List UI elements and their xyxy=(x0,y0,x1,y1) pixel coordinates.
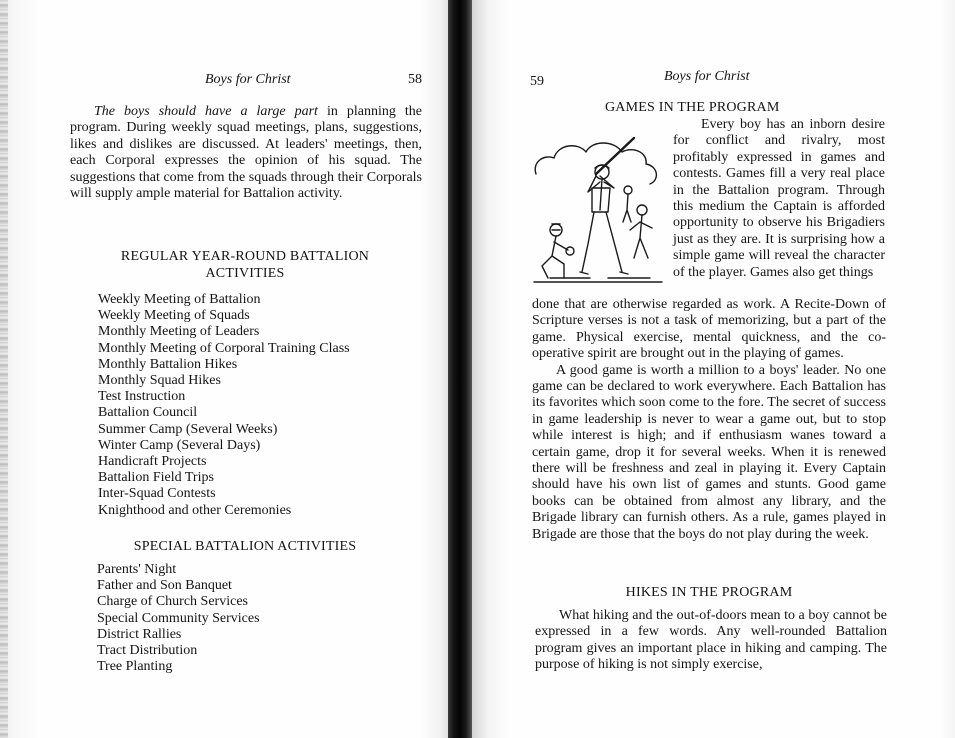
left-page-number: 58 xyxy=(408,72,422,87)
right-page-number: 59 xyxy=(530,74,544,89)
list-item: Tree Planting xyxy=(97,659,173,675)
intro-text: in planning the program. During weekly squad meetings, plans, suggestions, likes and dislikes are discussed. At leaders' meetings, then, each Corporal expresses the opinion of his squad. The suggestions that come from the squads through their Corporals will supply ample material for Battalion activity. xyxy=(70,104,422,202)
hikes-paragraph-text: What hiking and the out-of-doors mean to a boy cannot be expressed in a few words. Any well-rounded Battalion program gives an important place in hiking and camping. The purpose of hiking is not simply exercise, xyxy=(535,608,887,673)
games-paragraph-wrapped xyxy=(673,117,885,281)
list-item: District Rallies xyxy=(97,626,182,642)
list-item: Father and Son Banquet xyxy=(97,578,232,594)
left-intro-paragraph xyxy=(70,104,422,202)
list-item: Test Instruction xyxy=(98,389,186,405)
intro-emphasis: The boys should have a large part xyxy=(94,104,318,119)
list-item: Monthly Squad Hikes xyxy=(98,373,221,389)
regular-activities-list xyxy=(98,292,418,519)
heading-regular-line1: REGULAR YEAR-ROUND BATTALION xyxy=(120,249,370,264)
list-item: Parents' Night xyxy=(97,562,177,577)
list-item: Summer Camp (Several Weeks) xyxy=(98,421,278,437)
heading-games: GAMES IN THE PROGRAM xyxy=(605,100,780,115)
heading-regular-line2: ACTIVITIES xyxy=(205,266,285,281)
list-item: Monthly Meeting of Corporal Training Class xyxy=(98,340,350,356)
list-item: Tract Distribution xyxy=(97,643,198,659)
list-item: Winter Camp (Several Days) xyxy=(98,437,261,453)
list-item: Weekly Meeting of Squads xyxy=(98,308,250,324)
list-item: Inter-Squad Contests xyxy=(98,486,216,502)
hikes-paragraph xyxy=(535,608,887,674)
page-edge-shadow xyxy=(0,0,8,738)
left-running-head: Boys for Christ xyxy=(205,72,291,87)
special-activities-list xyxy=(97,562,417,675)
right-running-head: Boys for Christ xyxy=(664,69,750,84)
games-paragraph-1-wrapped: Every boy has an inborn desire for conflict and rivalry, most profitably expressed in games and contests. Games fill a very real place in the Battalion program. Through this medium the Captain is afforded opportunity to observe his Brigadiers just as they are. It is surprising how a simple game will reveal the character of the player. Games also get things xyxy=(673,117,885,280)
list-item: Battalion Council xyxy=(98,405,198,421)
list-item: Special Community Services xyxy=(97,610,260,626)
list-item: Monthly Battalion Hikes xyxy=(98,356,238,372)
list-item: Battalion Field Trips xyxy=(98,470,214,486)
list-item: Handicraft Projects xyxy=(98,454,207,470)
baseball-player-illustration xyxy=(530,132,666,288)
games-paragraph-continued xyxy=(532,297,886,543)
list-item: Charge of Church Services xyxy=(97,594,248,610)
list-item: Knighthood and other Ceremonies xyxy=(98,502,292,518)
games-paragraph-2: A good game is worth a million to a boys' leader. No one game can be declared to work everywhere. Each Battalion has its favorites which soon come to the fore. The secret of success in game leadership is never to wear a game out, but to stop while interest is high; and if enthusiasm wanes toward a certain game, drop it for several weeks. When it is renewed there will be freshness and zeal in playing it. Every Captain should have his own list of games and stunts. Good game books can be obtained from almost any library, and the Brigade library can furnish others. As a rule, games played in Brigade are those that the boys do not play during the week. xyxy=(532,362,886,542)
games-paragraph-1-full: done that are otherwise regarded as work. A Recite-Down of Scripture verses is not a task of memorizing, but a part of the game. Physical exercise, mental quickness, and the co-operative spirit are brought out in the playing of games. xyxy=(532,297,886,362)
book-gutter xyxy=(448,0,472,738)
list-item: Monthly Meeting of Leaders xyxy=(98,324,260,340)
list-item: Weekly Meeting of Battalion xyxy=(98,292,261,307)
heading-hikes: HIKES IN THE PROGRAM xyxy=(625,585,793,600)
heading-special-activities: SPECIAL BATTALION ACTIVITIES xyxy=(133,539,357,554)
heading-regular-activities xyxy=(95,248,395,282)
